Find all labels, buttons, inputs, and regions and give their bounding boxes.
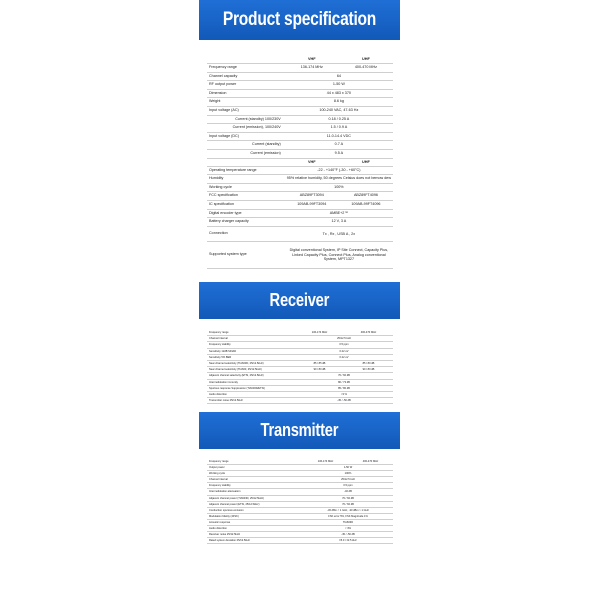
- row-label: Near channel selectivity (TIA603, 25/12.5kHz): [207, 367, 295, 373]
- row-value: 70 / 60 dB: [303, 501, 393, 507]
- row-value: 100-240 VAC, 47-63 Hz: [285, 106, 393, 115]
- row-value: 25/12.5 kHz: [303, 477, 393, 483]
- row-value-uhf: 400-470 MHz: [348, 459, 393, 465]
- row-value: 0.5 ppm: [295, 342, 393, 348]
- row-label: Current (standby) 100/230V: [207, 115, 285, 124]
- row-label: Input voltage (DC): [207, 132, 285, 141]
- row-value: 8.6 kg: [285, 98, 393, 107]
- row-value: 0.22 uV: [295, 354, 393, 360]
- transmitter-title: Transmitter: [260, 420, 339, 440]
- row-label: Working cycle: [207, 471, 303, 477]
- receiver-title: Receiver: [269, 290, 330, 310]
- table-row: [207, 72, 393, 81]
- row-label: Adjacent channel selectivity (ETSI, 25/12.5kHz): [207, 373, 295, 379]
- row-label: Intermodulation attenuation: [207, 489, 303, 495]
- row-label: Adjacent channel power (TIA603D, 25/12.5kHz): [207, 495, 303, 501]
- column-header-vhf: VHF: [285, 158, 339, 166]
- row-value: 1.5 / 0.9 A: [285, 124, 393, 133]
- receiver-banner: [199, 282, 400, 319]
- receiver-table: [207, 330, 393, 404]
- row-value-uhf: 109AB-99FT4096: [339, 200, 393, 209]
- row-value: <3 %: [295, 392, 393, 398]
- table-row: [207, 398, 393, 404]
- header-blank: [207, 56, 285, 64]
- row-label: Output power: [207, 465, 303, 471]
- row-value: Digital conventional System, IP Site Connect, Capacity Plus, Linked Capacity Plus, Connect Plus, Analog conventional System, MPT1327: [285, 241, 393, 268]
- row-label: Conduction spurious emission: [207, 507, 303, 513]
- row-label: Frequency stability: [207, 342, 295, 348]
- row-value: -45 / -50 dB: [303, 532, 393, 538]
- row-value: 85 / 80 dB: [295, 385, 393, 391]
- row-value: 0.5 ppm: [303, 483, 393, 489]
- row-label: Audio distortion: [207, 526, 303, 532]
- table-row: [207, 64, 393, 73]
- row-label: Channel interval: [207, 477, 303, 483]
- table-row: [207, 89, 393, 98]
- table-row: [207, 538, 393, 544]
- row-label: Spurious response Suppression (TIA603D/ETSI): [207, 385, 295, 391]
- table-row: [207, 141, 393, 150]
- row-label: Frequency range: [207, 64, 285, 73]
- row-value-uhf: ABZ89FT4096: [339, 192, 393, 201]
- row-value-uhf: 400-470 MHz: [344, 330, 393, 336]
- row-value-vhf: 136-174 MHz: [303, 459, 348, 465]
- row-value: 80 / 73 dB: [295, 379, 393, 385]
- row-label: Transmitter noise 25/12.5kHz: [207, 398, 295, 404]
- row-label: FCC specification: [207, 192, 285, 201]
- transmitter-table-body: [207, 459, 393, 544]
- row-value-uhf: 400-470 MHz: [339, 64, 393, 73]
- row-value: 70 / 60 dB: [295, 373, 393, 379]
- row-value: FSK error 5%, FSK Magnitude 1%: [303, 513, 393, 519]
- table-row: [207, 241, 393, 268]
- row-value-vhf: ABZ89FT3094: [285, 192, 339, 201]
- row-label: Current (emission), 100/240V: [207, 124, 285, 133]
- transmitter-banner: [199, 412, 400, 449]
- row-label: Frequency range: [207, 330, 295, 336]
- table-row: [207, 209, 393, 218]
- table-row: [207, 81, 393, 90]
- row-value-vhf: 136-174 MHz: [285, 64, 339, 73]
- row-value: 95% relative humidity, 50 degrees Celsius does not bemow dew: [285, 175, 393, 184]
- row-label: Weight: [207, 98, 285, 107]
- header-blank: [207, 158, 285, 166]
- transmitter-table: [207, 459, 393, 544]
- spec-header-row-2: [207, 158, 393, 166]
- row-value: 9.5 A: [285, 149, 393, 158]
- row-value: -36 dBm < 1 GHz, -30 dBm > 1 GHz: [303, 507, 393, 513]
- table-row: [207, 115, 393, 124]
- table-row: [207, 192, 393, 201]
- row-label: Near channel selectivity (TIA603D, 25/12.5kHz): [207, 361, 295, 367]
- row-label: Frequency stability: [207, 483, 303, 489]
- row-label: RF output power: [207, 81, 285, 90]
- row-value: 44 x 483 x 370: [285, 89, 393, 98]
- table-row: [207, 175, 393, 184]
- row-value: 0.22 uV: [295, 348, 393, 354]
- row-value: 11.0-14.4 VDC: [285, 132, 393, 141]
- row-label: Audio distortion: [207, 392, 295, 398]
- table-row: [207, 226, 393, 241]
- row-label: Rated system deviation 25/12.5kHz: [207, 538, 303, 544]
- row-value: -40 dB: [303, 489, 393, 495]
- product-specification-table: [207, 56, 393, 269]
- table-row: [207, 183, 393, 192]
- row-value: TIA603D: [303, 519, 393, 525]
- product-specification-banner: [199, 0, 400, 40]
- row-label: Channel interval: [207, 336, 295, 342]
- row-label: Humidity: [207, 175, 285, 184]
- row-label: Connection: [207, 226, 285, 241]
- row-label: Receiver noise 25/12.5kHz: [207, 532, 303, 538]
- column-header-vhf: VHF: [285, 56, 339, 64]
- row-label: Sensitivity 12dB SINAD: [207, 348, 295, 354]
- row-value: 1-50 W: [303, 465, 393, 471]
- product-specification-title: Product specification: [222, 9, 377, 30]
- row-value: ±5.0 / ±2.5 kHz: [303, 538, 393, 544]
- row-value: < 3%: [303, 526, 393, 532]
- row-value: -22 - +140°F (-30 - +60°C): [285, 166, 393, 175]
- receiver-table-body: [207, 330, 393, 404]
- row-value-vhf: 136-174 MHz: [295, 330, 344, 336]
- row-value-vhf: 90 / 80 dB: [295, 367, 344, 373]
- product-specification-body: [207, 56, 393, 268]
- row-value: 1-50 W: [285, 81, 393, 90]
- row-value: -45 / -50 dB: [295, 398, 393, 404]
- row-value: 64: [285, 72, 393, 81]
- row-value: 12 V, 3 A: [285, 218, 393, 227]
- row-label: Intermodulation immunity: [207, 379, 295, 385]
- row-value: 100%: [303, 471, 393, 477]
- table-row: [207, 106, 393, 115]
- row-value-uhf: 85 / 80 dB: [344, 361, 393, 367]
- row-label: Modulation fidelity (4FSK): [207, 513, 303, 519]
- row-label: Channel capacity: [207, 72, 285, 81]
- row-value: 25/12.5 kHz: [295, 336, 393, 342]
- table-row: [207, 98, 393, 107]
- table-row: [207, 149, 393, 158]
- row-label: Current (emission): [207, 149, 285, 158]
- table-row: [207, 132, 393, 141]
- row-label: Operating temperature range: [207, 166, 285, 175]
- table-row: [207, 166, 393, 175]
- row-label: Digital encoder type: [207, 209, 285, 218]
- row-value: 70 / 60 dB: [303, 495, 393, 501]
- row-label: Acoustic response: [207, 519, 303, 525]
- row-value: 100%: [285, 183, 393, 192]
- table-row: [207, 200, 393, 209]
- row-label: Sensitivity 5% BER: [207, 354, 295, 360]
- table-row: [207, 218, 393, 227]
- row-value-uhf: 90 / 80 dB: [344, 367, 393, 373]
- row-label: Supported system type: [207, 241, 285, 268]
- row-label: Current (standby): [207, 141, 285, 150]
- column-header-uhf: UHF: [339, 158, 393, 166]
- row-value: 0.18 / 0.25 A: [285, 115, 393, 124]
- row-label: IC specification: [207, 200, 285, 209]
- spec-header-row: [207, 56, 393, 64]
- table-row: [207, 124, 393, 133]
- row-value-vhf: 85 / 85 dB: [295, 361, 344, 367]
- row-label: Adjacent channel power (ETSI, 25/12.5kHz): [207, 501, 303, 507]
- row-value: Tx , Rx , USB A , 2x: [285, 226, 393, 241]
- row-value-vhf: 109AB-99FT3094: [285, 200, 339, 209]
- column-header-uhf: UHF: [339, 56, 393, 64]
- row-value: AMBE+2™: [285, 209, 393, 218]
- row-label: Frequency range: [207, 459, 303, 465]
- row-value: 0.7 A: [285, 141, 393, 150]
- row-label: Battery charger capacity: [207, 218, 285, 227]
- row-label: Working cycle: [207, 183, 285, 192]
- row-label: Dimension: [207, 89, 285, 98]
- row-label: Input voltage (AC): [207, 106, 285, 115]
